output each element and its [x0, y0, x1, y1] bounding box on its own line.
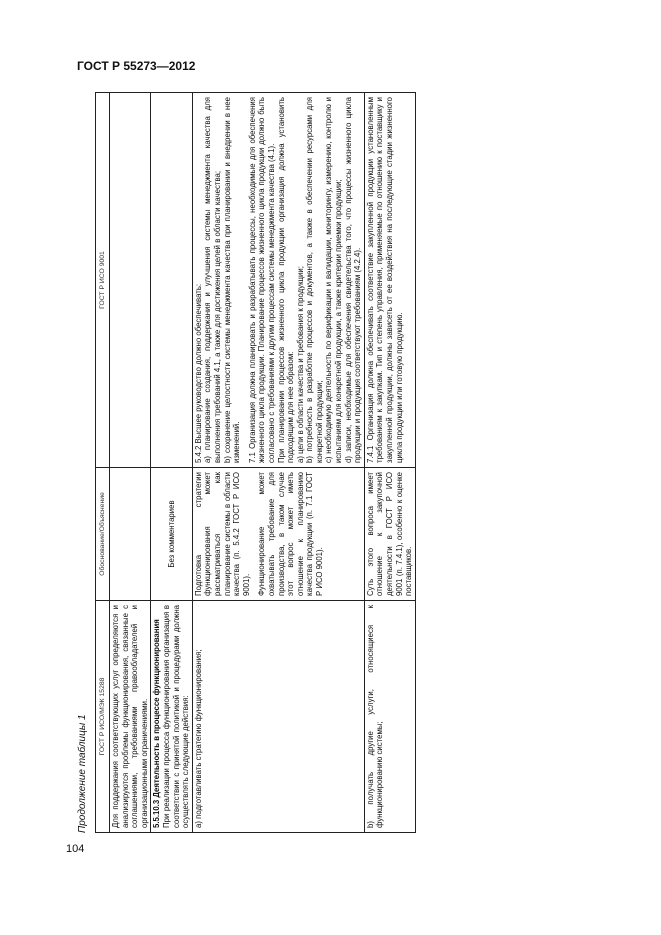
table-cell: а) подготавливать стратегию функционирования;: [192, 601, 364, 833]
table-cell: Суть этого вопроса имеет отношение к закупочной деятельности в ГОСТ Р ИСО 9001 (п. 7.4.1), особенно к оценке поставщиков.: [364, 468, 415, 601]
page-number: 104: [66, 843, 85, 855]
column-header-rationale: Обоснование/Объяснение: [96, 468, 110, 601]
table-cell: 7.4.1 Организация должна обеспечивать соответствие закупленной продукции установленным требованиям к закупкам. Тип и степень управления, применяемые по отношению к поставщику и закупленной продукции, должны зависеть от ее воздействия на последующие стадии жизненного цикла продукции или готовую продукцию.: [364, 93, 415, 468]
table-row: [192, 93, 364, 833]
table-cell: Без комментариев: [151, 468, 192, 601]
table-cell: [110, 468, 151, 601]
table-continuation-caption: Продолжение таблицы 1: [77, 714, 88, 833]
document-title: ГОСТ Р 55273—2012: [77, 59, 196, 73]
section-heading: 5.5.10.3 Деятельность в процессе функционирования: [152, 619, 162, 828]
table-header-row: [96, 93, 110, 833]
column-header-15288: ГОСТ Р ИСО/МЭК 15288: [96, 601, 110, 833]
table-cell: Подготовка стратегии функционирования может рассматриваться как планирование системы в области качества (п. 5.4.2 ГОСТ Р ИСО 9001). Функционирование может охватывать требование для производства, в таком случае этот вопрос может иметь отношение к планированию качества продукции (п. 7.1 ГОСТ Р ИСО 9001).: [192, 468, 364, 601]
comparison-table: [95, 92, 416, 833]
column-header-9001: ГОСТ Р ИСО 9001: [96, 93, 110, 468]
table-cell: [151, 93, 192, 468]
rotated-table-area: [77, 93, 615, 833]
table-row: [151, 93, 192, 833]
table-cell: Для поддержания соответствующих услуг определяются и анализируются проблемы функционирования, связанные с соглашениями, требованиями правообладателей и организационными ограничениями.: [110, 601, 151, 833]
table-row: [110, 93, 151, 833]
table-cell: b) получать другие услуги, относящиеся к функционированию системы;: [364, 601, 415, 833]
table-cell: [110, 93, 151, 468]
table-cell: 5.5.10.3 Деятельность в процессе функционирования При реализации процесса функционирования организация в соответствии с принятой политикой и процедурами должна осуществлять следующие действия:: [151, 601, 192, 833]
table-row: [364, 93, 415, 833]
table-cell: 5.4.2 Высшее руководство должно обеспечивать: а) планирование создания, поддержания и улучшения системы менеджмента качества для выполнения требований 4.1, а также для достижения целей в области качества; b) сохранение целостности системы менеджмента качества при планировании и внедрении в нее изменений. 7.1 Организация должна планировать и разрабатывать процессы, необходимые для обеспечения жизненного цикла продукции. Планирование процессов жизненного цикла продукции должно быть согласовано с требованиями к другим процессам системы менеджмента качества (4.1). При планировании процессов жизненного цикла продукции организация должна установить подходящим для нее образом: а) цели в области качества и требования к продукции; b) потребность в разработке процессов и документов, а также в обеспечении ресурсами для конкретной продукции; c) необходимую деятельность по верификации и валидации, мониторингу, измерению, контролю и испытаниям для конкретной продукции, а также критерии приемки продукции; d) записи, необходимые для обеспечения свидетельства того, что процессы жизненного цикла продукции и продукция соответствуют требованиям (4.2.4).: [192, 93, 364, 468]
